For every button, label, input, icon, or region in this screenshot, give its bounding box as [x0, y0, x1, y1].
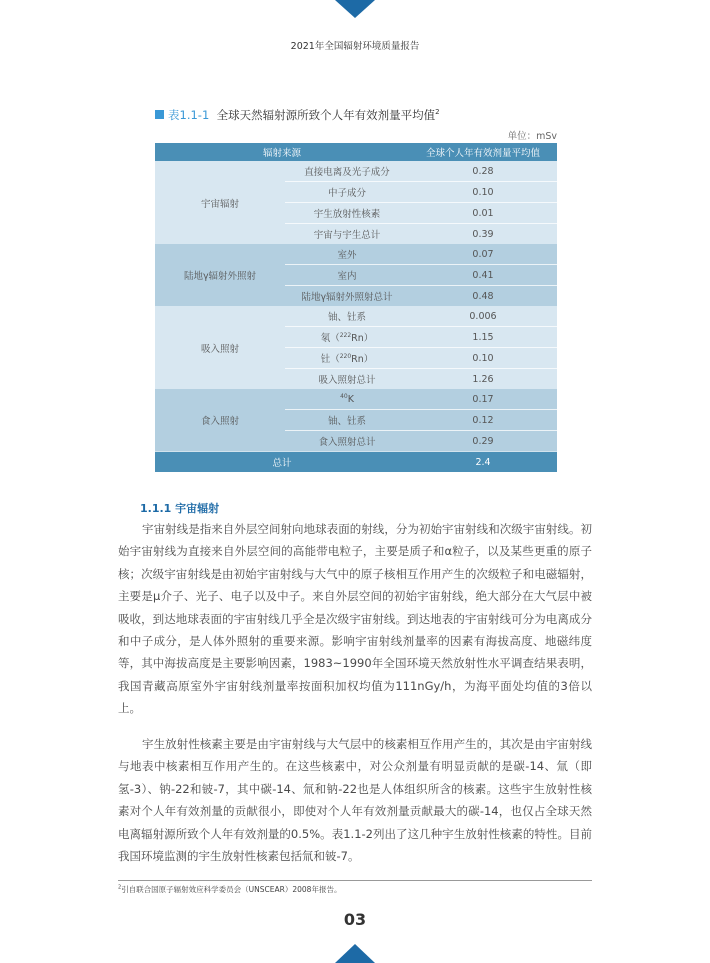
- row-source-prefix: 氡（: [320, 333, 340, 344]
- row-source-suffix: Rn）: [351, 333, 374, 344]
- isotope-mass-number: 220: [339, 352, 352, 360]
- row-source: 陆地γ辐射外照射总计: [301, 292, 393, 303]
- body-paragraph: [118, 733, 592, 867]
- isotope-mass-number: 222: [339, 331, 352, 339]
- page-header: 2021年全国辐射环境质量报告: [290, 41, 420, 52]
- row-value: 0.39: [472, 228, 494, 240]
- row-source: 中子成分: [327, 188, 366, 199]
- table-group-cosmic: [155, 161, 557, 244]
- page-number: 03: [343, 910, 367, 929]
- table-row: [285, 181, 557, 202]
- row-source: 宇宙与宇生总计: [313, 230, 381, 241]
- table-group-inhalation: [155, 306, 557, 389]
- row-source-suffix: Rn）: [351, 354, 374, 365]
- footnote-mark: 2: [118, 884, 122, 891]
- row-source: [285, 393, 409, 405]
- table-row: [285, 223, 557, 244]
- table-row: [285, 347, 557, 368]
- row-source: 室外: [337, 250, 357, 261]
- table-group-terrestrial: [155, 244, 557, 306]
- footnote-divider: [118, 880, 592, 881]
- row-value: 0.01: [472, 207, 494, 219]
- row-source: 直接电离及光子成分: [304, 167, 390, 178]
- row-source: 铀、钍系: [327, 312, 366, 323]
- table-row: [285, 202, 557, 223]
- footnote-text: 引自联合国原子辐射效应科学委员会（UNSCEAR）2008年报告。: [121, 885, 342, 894]
- table-total-row: [155, 451, 557, 472]
- footnote-ref: 2: [435, 108, 440, 117]
- row-source-suffix: K: [347, 394, 354, 406]
- row-value: 0.10: [472, 352, 494, 364]
- body-paragraph: [118, 518, 592, 720]
- table-row: [285, 389, 557, 409]
- header-cell-source: 辐射来源: [262, 148, 301, 159]
- row-source: [285, 330, 409, 344]
- paragraph-text: 宇生放射性核素主要是由宇宙射线与大气层中的核素相互作用产生的，其次是由宇宙射线与地表中核素相互作用产生的。在这些核素中，对公众剂量有明显贡献的是碳-14、氚（即氢-3）、钠-22和铍-7，其中碳-14、氚和钠-22也是人体组织所含的核素。这些宇生放射性核素对个人年有效剂量的贡献很小，即使对个人年有效剂量贡献最大的碳-14，也仅占全球天然电离辐射源所致个人年有效剂量的0.5%。表1.1-2列出了这几种宇生放射性核素的特性。目前我国环境监测的宇生放射性核素包括氚和铍-7。: [118, 737, 592, 864]
- row-value: 0.10: [472, 186, 494, 198]
- table-row: [285, 368, 557, 389]
- row-value: 1.15: [472, 331, 494, 343]
- group-name: 食入照射: [200, 416, 239, 427]
- isotope-mass-number: 40: [340, 392, 348, 400]
- table-row: [285, 326, 557, 347]
- top-triangle-decoration: [335, 0, 375, 18]
- section-title: 1.1.1 宇宙辐射: [140, 502, 220, 515]
- paragraph-text: 宇宙射线是指来自外层空间射向地球表面的射线，分为初始宇宙射线和次级宇宙射线。初始宇宙射线为直接来自外层空间的高能带电粒子，主要是质子和α粒子，以及某些更重的原子核；次级宇宙射线是由初始宇宙射线与大气中的原子核相互作用产生的次级粒子和电磁辐射，主要是μ介子、光子、电子以及中子。来自外层空间的初始宇宙射线，绝大部分在大气层中被吸收，到达地球表面的宇宙射线几乎全是次级宇宙射线。到达地表的宇宙射线可分为电离成分和中子成分，是人体外照射的重要来源。影响宇宙射线剂量率的因素有海拔高度、地磁纬度等，其中海拔高度是主要影响因素，1983~1990年全国环境天然放射性水平调查结果表明，我国青藏高原室外宇宙射线剂量率按面积加权均值为111nGy/h，为海平面处均值的3倍以上。: [118, 522, 592, 716]
- table-row: [285, 244, 557, 264]
- table-row: [285, 306, 557, 326]
- total-value: 2.4: [475, 456, 491, 468]
- row-value: 0.41: [472, 269, 494, 281]
- row-value: 0.17: [472, 393, 494, 405]
- row-value: 0.07: [472, 248, 494, 260]
- row-value: 0.28: [472, 165, 494, 177]
- row-source: 铀、钍系: [327, 416, 366, 427]
- row-value: 0.12: [472, 414, 494, 426]
- table-label: 表1.1-1: [168, 108, 210, 122]
- row-source: [285, 351, 409, 365]
- table-row: [285, 161, 557, 181]
- footnote: [118, 884, 341, 895]
- row-value: 0.006: [469, 310, 497, 322]
- row-source: 室内: [337, 271, 357, 282]
- bottom-triangle-decoration: [335, 944, 375, 963]
- total-label: 总计: [272, 458, 292, 469]
- table-unit: 单位：mSv: [507, 131, 557, 142]
- row-value: 1.26: [472, 373, 494, 385]
- row-source: 吸入照射总计: [318, 375, 376, 386]
- row-value: 0.48: [472, 290, 494, 302]
- row-source: 宇生放射性核素: [313, 209, 381, 220]
- table-row: [285, 264, 557, 285]
- radiation-dose-table: [155, 143, 557, 472]
- table-title: [155, 107, 440, 123]
- group-name: 宇宙辐射: [200, 198, 239, 210]
- table-header-row: [155, 143, 557, 161]
- table-group-ingestion: [155, 389, 557, 451]
- group-name: 陆地γ辐射外照射: [183, 271, 257, 282]
- group-name: 吸入照射: [200, 343, 239, 355]
- table-title-text: 全球天然辐射源所致个人年有效剂量平均值: [216, 108, 436, 122]
- table-row: [285, 285, 557, 306]
- row-source-prefix: 钍（: [320, 354, 340, 365]
- table-row: [285, 430, 557, 451]
- table-row: [285, 409, 557, 430]
- square-bullet-icon: [155, 110, 164, 119]
- header-cell-dose: 全球个人年有效剂量平均值: [425, 148, 540, 159]
- row-source: 食入照射总计: [318, 437, 376, 448]
- row-value: 0.29: [472, 435, 494, 447]
